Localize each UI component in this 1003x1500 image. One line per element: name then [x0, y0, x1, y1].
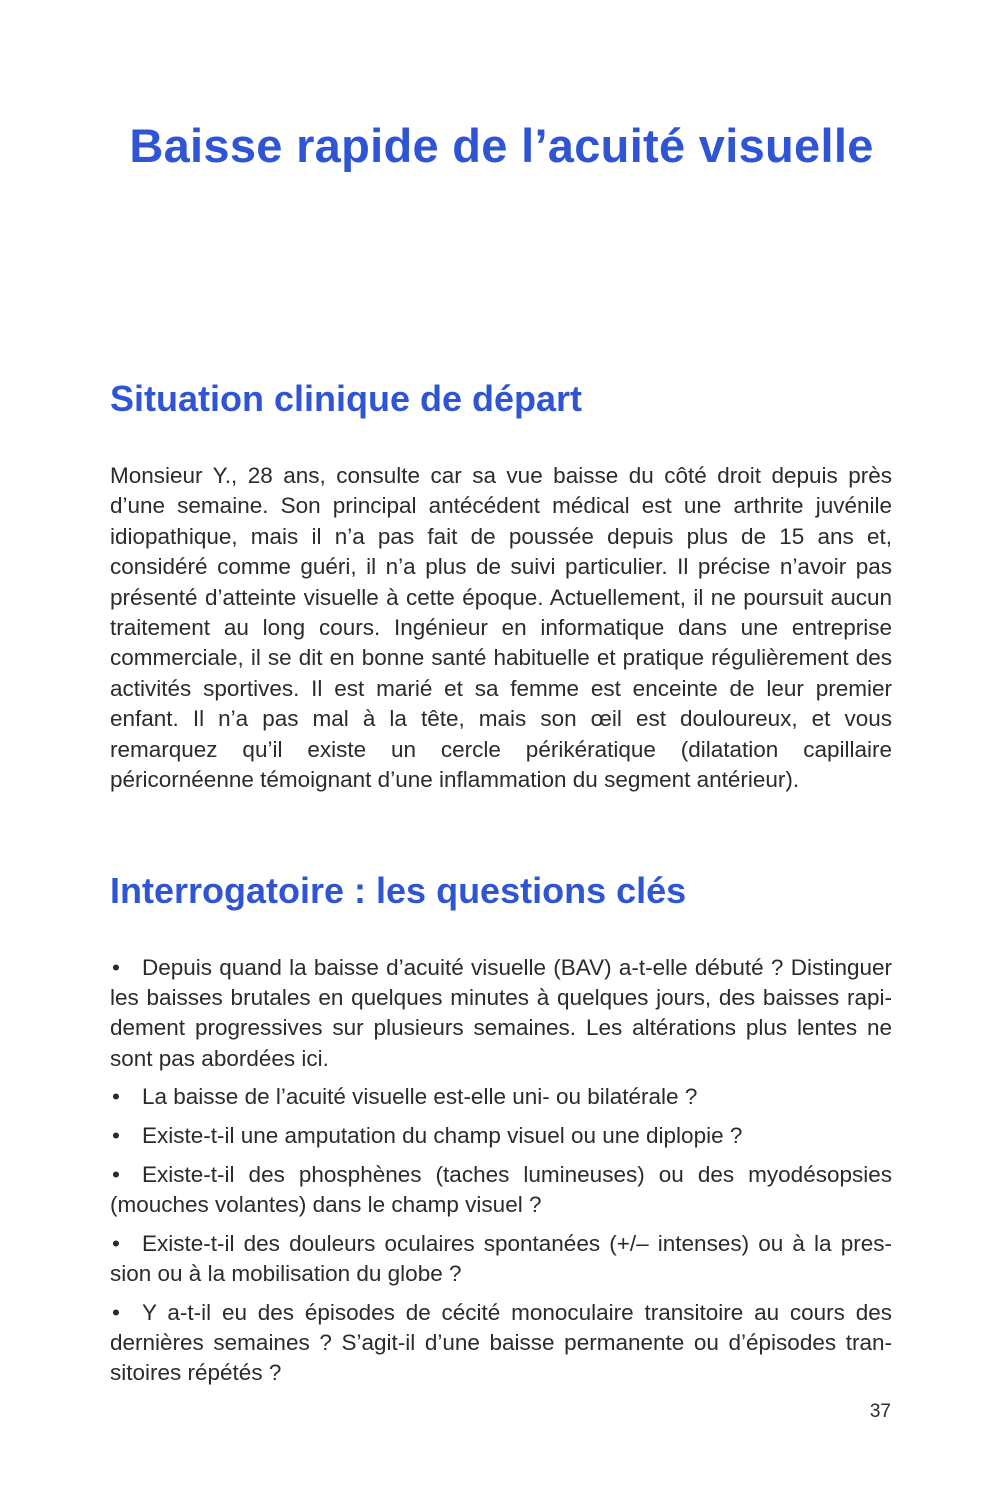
list-item-text: La baisse de l’acuité visuelle est-elle uni- ou bilatérale ? — [142, 1084, 698, 1110]
bullet-icon: • — [112, 1161, 120, 1187]
list-item — [110, 1160, 892, 1220]
bullet-icon: • — [112, 1084, 120, 1110]
section-heading-situation: Situation clinique de départ — [110, 378, 583, 419]
list-item — [110, 953, 892, 1074]
list-item-text: Y a-t-il eu des épisodes de cécité monoculaire transitoire au cours des dernières semaines ? S’agit-il d’une baisse permanente ou d’épisodes transitoires répétés ? — [110, 1299, 892, 1385]
section-heading-questions: Interrogatoire : les questions clés — [110, 870, 687, 911]
list-item — [110, 1082, 892, 1112]
list-item-text: Depuis quand la baisse d’acuité visuelle (BAV) a-t-elle débuté ? Distinguer les baisses brutales en quelques minutes à quelques jours, des baisses rapidement progressives sur plusieurs semaines. Les altérations plus lentes ne sont pas abordées ici. — [110, 955, 892, 1071]
list-item — [110, 1229, 892, 1289]
bullet-icon: • — [112, 1299, 120, 1325]
clinical-situation-paragraph: Monsieur Y., 28 ans, consulte car sa vue baisse du côté droit depuis près d’une semaine. Son principal antécédent médical est une arthrite juvénile idiopathique, mais il n’a pas fait de poussée depuis plus de 15 ans et, considéré comme guéri, il n’a plus de suivi particulier. Il précise n’avoir pas présenté d’atteinte visuelle à cette époque. Actuellement, il ne poursuit aucun traitement au long cours. Ingénieur en informatique dans une entreprise commerciale, il se dit en bonne santé habituelle et pratique régulièrement des activités sportives. Il est marié et sa femme est enceinte de leur premier enfant. Il n’a pas mal à la tête, mais son œil est douloureux, et vous remarquez qu’il existe un cercle périkératique (dilatation capillaire péricornéenne témoignant d’une inflammation du segment antérieur). — [110, 463, 892, 793]
list-item-text: Existe-t-il des douleurs oculaires spontanées (+/– intenses) ou à la pression ou à la mobilisation du globe ? — [110, 1230, 892, 1286]
list-item — [110, 1121, 892, 1151]
list-item-text: Existe-t-il une amputation du champ visuel ou une diplopie ? — [142, 1123, 743, 1149]
page-title: Baisse rapide de l’acuité visuelle — [129, 119, 874, 172]
list-item — [110, 1298, 892, 1389]
bullet-icon: • — [112, 955, 120, 980]
list-item-text: Existe-t-il des phosphènes (taches lumineuses) ou des myodésopsies (mouches volantes) dans le champ visuel ? — [110, 1161, 892, 1217]
page-number: 37 — [869, 1401, 891, 1422]
bullet-icon: • — [112, 1230, 120, 1256]
bullet-icon: • — [112, 1123, 120, 1149]
key-questions-list — [110, 953, 892, 1397]
